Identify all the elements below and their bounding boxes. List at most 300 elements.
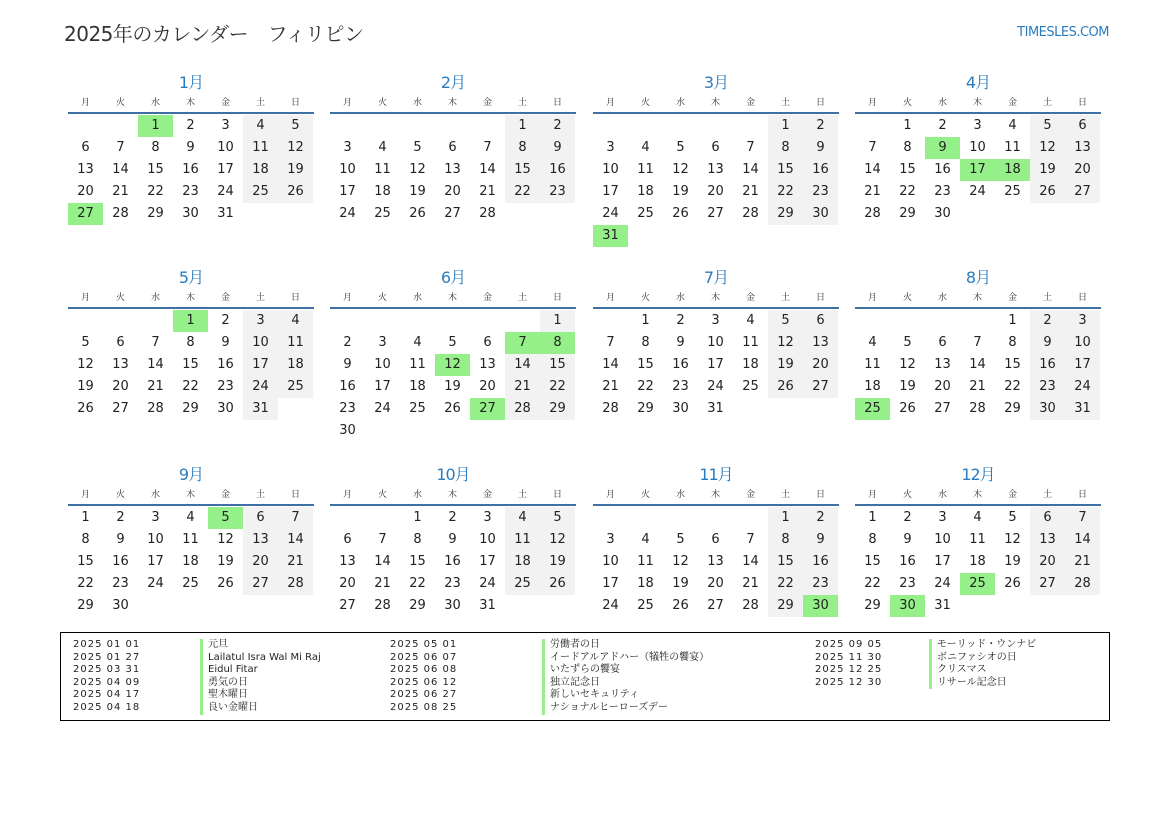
weekday-label: 月 bbox=[867, 490, 877, 500]
day-cell: 20 bbox=[444, 184, 461, 199]
holiday-name: ナショナルヒーローズデー bbox=[550, 701, 668, 713]
day-cell: 16 bbox=[672, 357, 689, 372]
day-cell: 19 bbox=[409, 184, 426, 199]
day-grid bbox=[68, 507, 314, 617]
weekday-label: 金 bbox=[220, 490, 230, 500]
weekday-label: 土 bbox=[517, 490, 527, 500]
day-cell: 29 bbox=[77, 598, 94, 613]
day-grid bbox=[593, 115, 839, 247]
day-cell: 12 bbox=[409, 162, 426, 177]
day-cell: 11 bbox=[278, 332, 313, 354]
weekday-label: 土 bbox=[517, 98, 527, 108]
month-name: 12月 bbox=[961, 465, 995, 484]
weekday-label: 金 bbox=[745, 293, 755, 303]
day-cell: 7 bbox=[868, 140, 877, 155]
day-cell: 6 bbox=[938, 335, 947, 350]
day-cell: 3 bbox=[343, 140, 352, 155]
day-cell: 9 bbox=[903, 532, 912, 547]
day-cell: 23 bbox=[934, 184, 951, 199]
day-cell: 13 bbox=[707, 162, 724, 177]
holiday-name: 労働者の日 bbox=[550, 639, 600, 650]
day-cell: 23 bbox=[803, 573, 838, 595]
day-cell: 6 bbox=[243, 507, 278, 529]
weekday-label: 土 bbox=[255, 490, 265, 500]
day-cell: 12 bbox=[1030, 137, 1065, 159]
day-cell: 28 bbox=[278, 573, 313, 595]
day-cell: 17 bbox=[602, 576, 619, 591]
day-cell: 3 bbox=[221, 118, 230, 133]
day-cell: 15 bbox=[182, 357, 199, 372]
weekday-label: 水 bbox=[412, 490, 422, 500]
weekday-label: 日 bbox=[815, 98, 825, 108]
empty-cell bbox=[628, 115, 663, 137]
weekday-label: 日 bbox=[815, 490, 825, 500]
day-cell: 21 bbox=[374, 576, 391, 591]
day-cell: 10 bbox=[147, 532, 164, 547]
day-cell: 2 bbox=[676, 313, 685, 328]
day-cell: 1 bbox=[505, 115, 540, 137]
empty-cell bbox=[68, 115, 103, 137]
day-cell: 4 bbox=[973, 510, 982, 525]
day-cell: 18 bbox=[278, 354, 313, 376]
day-cell: 3 bbox=[483, 510, 492, 525]
day-cell: 2 bbox=[221, 313, 230, 328]
day-cell: 21 bbox=[112, 184, 129, 199]
holiday-name: いたずらの饗宴 bbox=[550, 664, 620, 676]
empty-cell bbox=[470, 310, 505, 332]
day-cell: 13 bbox=[444, 162, 461, 177]
day-cell: 8 bbox=[151, 140, 160, 155]
empty-cell bbox=[593, 310, 628, 332]
day-cell: 23 bbox=[112, 576, 129, 591]
day-cell: 22 bbox=[540, 376, 575, 398]
day-cell: 18 bbox=[969, 554, 986, 569]
day-cell: 17 bbox=[374, 379, 391, 394]
empty-cell bbox=[365, 507, 400, 529]
day-cell: 16 bbox=[444, 554, 461, 569]
weekday-label: 火 bbox=[115, 490, 125, 500]
weekday-header bbox=[593, 486, 839, 506]
day-cell: 18 bbox=[409, 379, 426, 394]
holiday-name: 元旦 bbox=[208, 639, 228, 650]
day-cell: 3 bbox=[378, 335, 387, 350]
empty-cell bbox=[698, 507, 733, 529]
weekday-label: 日 bbox=[815, 293, 825, 303]
day-cell: 30 bbox=[444, 598, 461, 613]
weekday-label: 火 bbox=[115, 98, 125, 108]
day-cell: 25 bbox=[374, 206, 391, 221]
month-calendar bbox=[330, 267, 576, 442]
weekday-label: 水 bbox=[412, 293, 422, 303]
day-cell: 25 bbox=[409, 401, 426, 416]
day-grid bbox=[330, 507, 576, 617]
day-cell: 10 bbox=[217, 140, 234, 155]
day-cell: 14 bbox=[602, 357, 619, 372]
day-cell: 1 bbox=[1008, 313, 1017, 328]
day-cell: 18 bbox=[243, 159, 278, 181]
day-cell: 16 bbox=[934, 162, 951, 177]
weekday-label: 土 bbox=[1042, 293, 1052, 303]
weekday-label: 日 bbox=[290, 293, 300, 303]
day-cell: 16 bbox=[182, 162, 199, 177]
empty-cell bbox=[365, 115, 400, 137]
day-cell: 16 bbox=[803, 551, 838, 573]
day-cell: 5 bbox=[1008, 510, 1017, 525]
month-calendar bbox=[593, 464, 839, 617]
holiday-day-cell: 27 bbox=[470, 398, 505, 420]
day-cell: 3 bbox=[1065, 310, 1100, 332]
holiday-date: 2025 04 17 bbox=[73, 689, 141, 701]
day-cell: 13 bbox=[339, 554, 356, 569]
holiday-day-cell: 27 bbox=[68, 203, 103, 225]
day-cell: 16 bbox=[112, 554, 129, 569]
day-cell: 21 bbox=[969, 379, 986, 394]
day-cell: 11 bbox=[243, 137, 278, 159]
day-cell: 14 bbox=[505, 354, 540, 376]
day-cell: 27 bbox=[339, 598, 356, 613]
weekday-label: 日 bbox=[1077, 490, 1087, 500]
day-cell: 30 bbox=[803, 203, 838, 225]
day-cell: 11 bbox=[1004, 140, 1021, 155]
day-cell: 4 bbox=[378, 140, 387, 155]
day-cell: 1 bbox=[903, 118, 912, 133]
day-cell: 3 bbox=[606, 140, 615, 155]
day-cell: 5 bbox=[676, 532, 685, 547]
day-cell: 22 bbox=[182, 379, 199, 394]
day-cell: 27 bbox=[1030, 573, 1065, 595]
day-cell: 9 bbox=[186, 140, 195, 155]
weekday-label: 月 bbox=[80, 98, 90, 108]
day-cell: 2 bbox=[938, 118, 947, 133]
month-calendar bbox=[855, 72, 1101, 225]
weekday-label: 月 bbox=[80, 490, 90, 500]
holiday-date: 2025 12 30 bbox=[815, 676, 883, 688]
weekday-label: 木 bbox=[447, 293, 457, 303]
empty-cell bbox=[400, 115, 435, 137]
day-cell: 28 bbox=[147, 401, 164, 416]
empty-cell bbox=[593, 115, 628, 137]
weekday-label: 日 bbox=[1077, 98, 1087, 108]
day-cell: 7 bbox=[606, 335, 615, 350]
weekday-label: 水 bbox=[937, 490, 947, 500]
empty-cell bbox=[890, 310, 925, 332]
day-cell: 25 bbox=[182, 576, 199, 591]
empty-cell bbox=[733, 507, 768, 529]
weekday-label: 火 bbox=[377, 293, 387, 303]
day-cell: 16 bbox=[217, 357, 234, 372]
day-grid bbox=[330, 310, 576, 442]
weekday-label: 木 bbox=[447, 98, 457, 108]
weekday-label: 金 bbox=[745, 490, 755, 500]
day-cell: 9 bbox=[540, 137, 575, 159]
day-cell: 30 bbox=[934, 206, 951, 221]
day-cell: 28 bbox=[112, 206, 129, 221]
holiday-name: クリスマス bbox=[937, 664, 987, 676]
day-grid bbox=[330, 115, 576, 225]
day-cell: 6 bbox=[803, 310, 838, 332]
holiday-day-cell: 31 bbox=[593, 225, 628, 247]
empty-cell bbox=[855, 115, 890, 137]
holiday-day-cell: 12 bbox=[435, 354, 470, 376]
weekday-label: 土 bbox=[780, 98, 790, 108]
holiday-day-cell: 18 bbox=[995, 159, 1030, 181]
weekday-label: 水 bbox=[675, 98, 685, 108]
holiday-date: 2025 04 09 bbox=[73, 676, 141, 688]
day-cell: 20 bbox=[1030, 551, 1065, 573]
day-cell: 31 bbox=[479, 598, 496, 613]
day-cell: 28 bbox=[602, 401, 619, 416]
day-cell: 10 bbox=[969, 140, 986, 155]
month-name: 1月 bbox=[178, 73, 204, 92]
day-cell: 27 bbox=[444, 206, 461, 221]
weekday-header bbox=[855, 486, 1101, 506]
holiday-name: Eidul Fitar bbox=[208, 664, 258, 676]
day-grid bbox=[593, 507, 839, 617]
day-cell: 22 bbox=[1004, 379, 1021, 394]
day-cell: 13 bbox=[112, 357, 129, 372]
weekday-label: 火 bbox=[115, 293, 125, 303]
day-cell: 29 bbox=[637, 401, 654, 416]
day-cell: 17 bbox=[934, 554, 951, 569]
holiday-date: 2025 04 18 bbox=[73, 701, 141, 713]
day-cell: 31 bbox=[217, 206, 234, 221]
day-cell: 6 bbox=[483, 335, 492, 350]
day-cell: 19 bbox=[672, 576, 689, 591]
empty-cell bbox=[698, 115, 733, 137]
weekday-label: 月 bbox=[867, 98, 877, 108]
day-cell: 14 bbox=[969, 357, 986, 372]
holiday-name: 新しいセキュリティ bbox=[550, 689, 639, 701]
weekday-label: 金 bbox=[482, 293, 492, 303]
day-cell: 2 bbox=[448, 510, 457, 525]
weekday-label: 金 bbox=[745, 98, 755, 108]
month-calendar bbox=[330, 72, 576, 225]
day-cell: 12 bbox=[768, 332, 803, 354]
day-cell: 13 bbox=[707, 554, 724, 569]
day-cell: 27 bbox=[707, 598, 724, 613]
holiday-dates-col-2 bbox=[390, 639, 457, 715]
empty-cell bbox=[435, 310, 470, 332]
holiday-date: 2025 01 27 bbox=[73, 651, 141, 663]
day-cell: 1 bbox=[768, 507, 803, 529]
weekday-label: 土 bbox=[780, 293, 790, 303]
day-cell: 26 bbox=[278, 181, 313, 203]
weekday-label: 月 bbox=[605, 98, 615, 108]
day-cell: 17 bbox=[339, 184, 356, 199]
day-cell: 12 bbox=[77, 357, 94, 372]
day-cell: 30 bbox=[217, 401, 234, 416]
holiday-name: イードアルアドハー（犠牲の饗宴） bbox=[550, 651, 710, 663]
month-name: 11月 bbox=[699, 465, 733, 484]
empty-cell bbox=[470, 115, 505, 137]
day-cell: 23 bbox=[1030, 376, 1065, 398]
day-cell: 26 bbox=[540, 573, 575, 595]
day-cell: 1 bbox=[81, 510, 90, 525]
day-cell: 26 bbox=[672, 598, 689, 613]
day-cell: 20 bbox=[934, 379, 951, 394]
weekday-label: 火 bbox=[640, 98, 650, 108]
day-cell: 20 bbox=[1065, 159, 1100, 181]
day-cell: 1 bbox=[641, 313, 650, 328]
day-cell: 26 bbox=[1004, 576, 1021, 591]
month-name: 4月 bbox=[965, 73, 991, 92]
day-cell: 24 bbox=[339, 206, 356, 221]
empty-cell bbox=[505, 310, 540, 332]
page-title: 2025年のカレンダー フィリピン bbox=[64, 22, 364, 46]
day-cell: 2 bbox=[186, 118, 195, 133]
day-cell: 9 bbox=[676, 335, 685, 350]
weekday-label: 木 bbox=[185, 98, 195, 108]
weekday-label: 金 bbox=[482, 98, 492, 108]
day-cell: 18 bbox=[374, 184, 391, 199]
day-cell: 21 bbox=[479, 184, 496, 199]
day-cell: 20 bbox=[707, 184, 724, 199]
day-cell: 17 bbox=[479, 554, 496, 569]
day-cell: 27 bbox=[112, 401, 129, 416]
weekday-label: 木 bbox=[710, 98, 720, 108]
holiday-name: Lailatul Isra Wal Mi Raj bbox=[208, 651, 321, 663]
holiday-date: 2025 06 12 bbox=[390, 676, 458, 688]
day-cell: 23 bbox=[540, 181, 575, 203]
weekday-label: 火 bbox=[377, 490, 387, 500]
day-cell: 8 bbox=[505, 137, 540, 159]
day-cell: 19 bbox=[1030, 159, 1065, 181]
weekday-label: 日 bbox=[552, 490, 562, 500]
day-cell: 11 bbox=[742, 335, 759, 350]
day-cell: 16 bbox=[803, 159, 838, 181]
day-cell: 29 bbox=[182, 401, 199, 416]
day-cell: 1 bbox=[413, 510, 422, 525]
month-name: 7月 bbox=[703, 268, 729, 287]
day-cell: 10 bbox=[479, 532, 496, 547]
day-cell: 13 bbox=[803, 332, 838, 354]
weekday-label: 木 bbox=[185, 293, 195, 303]
holiday-day-cell: 1 bbox=[138, 115, 173, 137]
day-cell: 15 bbox=[637, 357, 654, 372]
day-cell: 12 bbox=[278, 137, 313, 159]
holiday-day-cell: 8 bbox=[540, 332, 575, 354]
weekday-label: 水 bbox=[937, 98, 947, 108]
day-cell: 11 bbox=[969, 532, 986, 547]
weekday-label: 金 bbox=[1007, 293, 1017, 303]
day-cell: 14 bbox=[864, 162, 881, 177]
day-cell: 15 bbox=[540, 354, 575, 376]
day-cell: 15 bbox=[147, 162, 164, 177]
day-cell: 22 bbox=[147, 184, 164, 199]
holiday-name: 聖木曜日 bbox=[208, 689, 248, 701]
month-name: 8月 bbox=[965, 268, 991, 287]
month-name: 10月 bbox=[436, 465, 470, 484]
day-cell: 4 bbox=[186, 510, 195, 525]
weekday-label: 木 bbox=[972, 490, 982, 500]
day-cell: 16 bbox=[899, 554, 916, 569]
day-cell: 30 bbox=[1030, 398, 1065, 420]
holiday-day-cell: 30 bbox=[803, 595, 838, 617]
day-cell: 19 bbox=[1004, 554, 1021, 569]
day-cell: 3 bbox=[606, 532, 615, 547]
day-cell: 5 bbox=[413, 140, 422, 155]
day-cell: 25 bbox=[505, 573, 540, 595]
day-cell: 12 bbox=[540, 529, 575, 551]
day-cell: 3 bbox=[938, 510, 947, 525]
day-cell: 17 bbox=[1065, 354, 1100, 376]
holiday-names-col-1 bbox=[200, 639, 321, 715]
month-name: 9月 bbox=[178, 465, 204, 484]
day-cell: 28 bbox=[969, 401, 986, 416]
empty-cell bbox=[68, 310, 103, 332]
day-cell: 5 bbox=[676, 140, 685, 155]
weekday-label: 水 bbox=[150, 490, 160, 500]
holiday-date: 2025 01 01 bbox=[73, 639, 141, 650]
day-cell: 23 bbox=[899, 576, 916, 591]
day-cell: 22 bbox=[768, 181, 803, 203]
holiday-date: 2025 09 05 bbox=[815, 639, 883, 650]
day-cell: 9 bbox=[343, 357, 352, 372]
weekday-label: 水 bbox=[412, 98, 422, 108]
day-cell: 2 bbox=[116, 510, 125, 525]
day-cell: 21 bbox=[505, 376, 540, 398]
day-cell: 31 bbox=[243, 398, 278, 420]
day-cell: 23 bbox=[803, 181, 838, 203]
weekday-label: 月 bbox=[342, 98, 352, 108]
day-cell: 27 bbox=[934, 401, 951, 416]
day-cell: 7 bbox=[746, 532, 755, 547]
day-cell: 2 bbox=[343, 335, 352, 350]
holiday-date: 2025 06 07 bbox=[390, 651, 458, 663]
day-cell: 7 bbox=[116, 140, 125, 155]
empty-cell bbox=[400, 310, 435, 332]
day-cell: 15 bbox=[505, 159, 540, 181]
day-cell: 30 bbox=[339, 423, 356, 438]
weekday-label: 金 bbox=[1007, 98, 1017, 108]
day-cell: 2 bbox=[540, 115, 575, 137]
brand-logo[interactable]: TIMESLES.COM bbox=[1017, 25, 1109, 40]
day-cell: 8 bbox=[1008, 335, 1017, 350]
day-cell: 24 bbox=[479, 576, 496, 591]
day-cell: 23 bbox=[217, 379, 234, 394]
day-cell: 9 bbox=[221, 335, 230, 350]
day-cell: 13 bbox=[1030, 529, 1065, 551]
holiday-date: 2025 12 25 bbox=[815, 664, 883, 676]
holiday-date: 2025 08 25 bbox=[390, 701, 458, 713]
month-calendar bbox=[593, 72, 839, 247]
day-cell: 26 bbox=[899, 401, 916, 416]
day-cell: 22 bbox=[899, 184, 916, 199]
weekday-label: 火 bbox=[377, 98, 387, 108]
empty-cell bbox=[593, 507, 628, 529]
day-cell: 14 bbox=[147, 357, 164, 372]
day-cell: 30 bbox=[112, 598, 129, 613]
weekday-label: 土 bbox=[255, 293, 265, 303]
empty-cell bbox=[330, 115, 365, 137]
day-cell: 10 bbox=[1065, 332, 1100, 354]
weekday-label: 日 bbox=[1077, 293, 1087, 303]
day-cell: 28 bbox=[1065, 573, 1100, 595]
day-cell: 10 bbox=[602, 162, 619, 177]
holiday-date: 2025 06 08 bbox=[390, 664, 458, 676]
day-cell: 31 bbox=[707, 401, 724, 416]
day-cell: 11 bbox=[637, 162, 654, 177]
month-calendar bbox=[68, 267, 314, 420]
day-cell: 11 bbox=[409, 357, 426, 372]
day-cell: 21 bbox=[864, 184, 881, 199]
day-cell: 27 bbox=[803, 376, 838, 398]
day-cell: 31 bbox=[934, 598, 951, 613]
day-cell: 17 bbox=[602, 184, 619, 199]
day-cell: 27 bbox=[243, 573, 278, 595]
weekday-header bbox=[855, 94, 1101, 114]
weekday-label: 水 bbox=[675, 293, 685, 303]
